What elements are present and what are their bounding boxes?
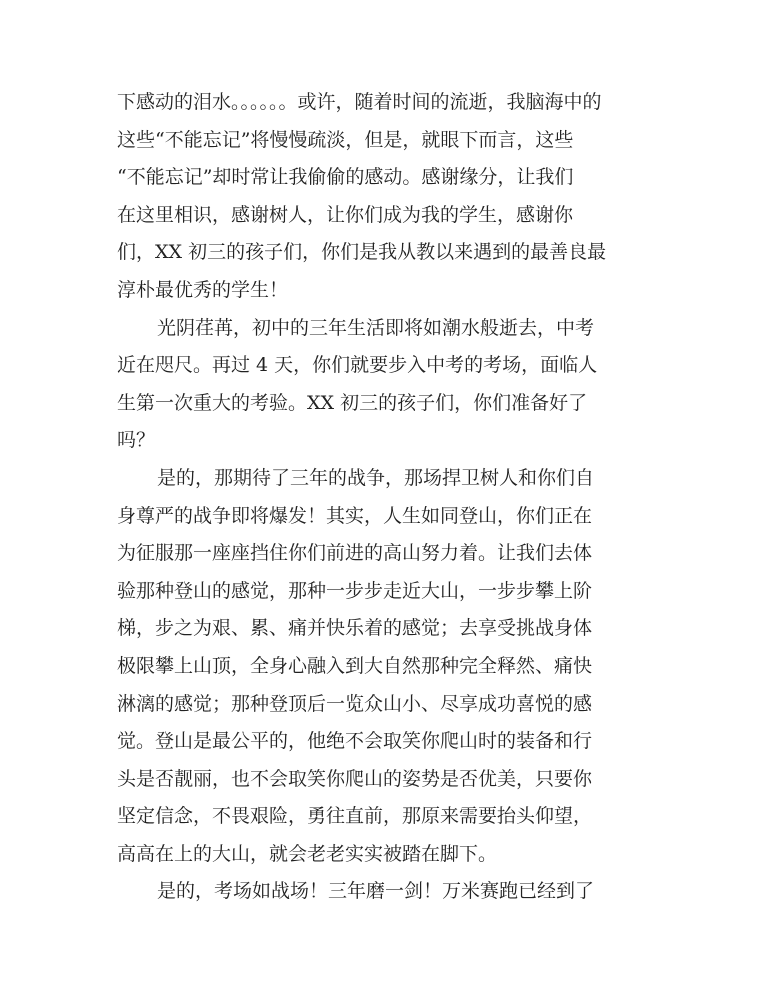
text-line: “不能忘记”却时常让我偷偷的感动。感谢缘分，让我们: [117, 166, 574, 189]
text-line: 生第一次重大的考验。XX 初三的孩子们，你们准备好了: [117, 391, 588, 414]
text-line: 验那种登山的感觉，那种一步步走近大山，一步步攀上阶: [117, 579, 593, 602]
text-line: 高高在上的大山，就会老老实实被踏在脚下。: [117, 842, 498, 865]
text-line: 梯，步之为艰、累、痛并快乐着的感觉；去享受挑战身体: [117, 617, 593, 640]
text-line: 极限攀上山顶，全身心融入到大自然那种完全释然、痛快: [117, 654, 593, 677]
text-line: 这些“不能忘记”将慢慢疏淡，但是，就眼下而言，这些: [117, 128, 574, 151]
text-line: 头是否靓丽，也不会取笑你爬山的姿势是否优美，只要你: [117, 767, 593, 790]
text-line: 是的，那期待了三年的战争，那场捍卫树人和你们自: [157, 466, 595, 489]
text-line: 近在咫尺。再过 4 天，你们就要步入中考的考场，面临人: [117, 354, 598, 377]
text-line: 在这里相识，感谢树人，让你们成为我的学生，感谢你: [117, 203, 574, 226]
text-line: 淋漓的感觉；那种登顶后一览众山小、尽享成功喜悦的感: [117, 692, 593, 715]
text-line: 下感动的泪水。。。。。。或许，随着时间的流逝，我脑海中的: [117, 91, 602, 113]
text-line: 觉。登山是最公平的，他绝不会取笑你爬山时的装备和行: [117, 730, 593, 753]
text-line: 身尊严的战争即将爆发！其实，人生如同登山，你们正在: [117, 504, 593, 527]
text-line: 光阴荏苒，初中的三年生活即将如潮水般逝去，中考: [157, 316, 595, 339]
text-line: 坚定信念，不畏艰险，勇往直前，那原来需要抬头仰望，: [117, 805, 593, 828]
body-text: [117, 84, 657, 911]
text-line: 吗？: [117, 429, 156, 452]
text-line: 为征服那一座座挡住你们前进的高山努力着。让我们去体: [117, 542, 593, 565]
text-line: 们，XX 初三的孩子们，你们是我从教以来遇到的最善良最: [117, 241, 607, 264]
text-line: 是的，考场如战场！三年磨一剑！万米赛跑已经到了: [157, 880, 595, 903]
text-line: 淳朴最优秀的学生！: [117, 278, 289, 301]
